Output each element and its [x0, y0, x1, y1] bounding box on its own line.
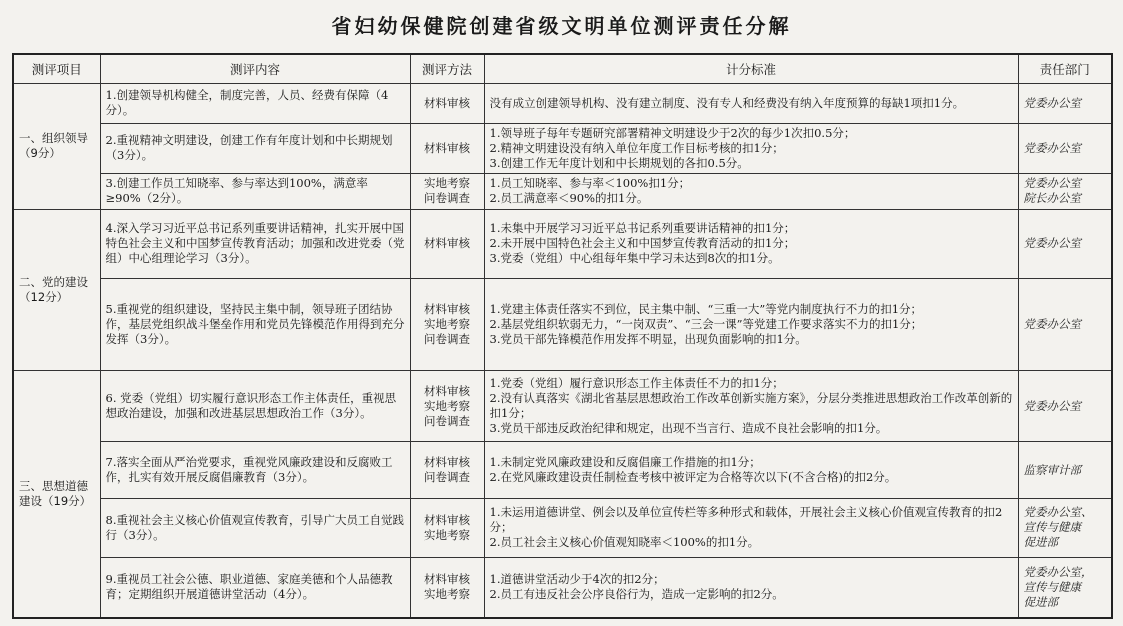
standard-cell: 1.党建主体责任落实不到位，民主集中制、“三重一大”等党内制度执行不力的扣1分； 2.基层党组织软弱无力，“一岗双责”、“三会一课”等党建工作要求落实不力的扣1分； 3.党员干部先锋模范作用发挥不明显，出现负面影响的扣1分。: [484, 278, 1018, 370]
content-cell: 7.落实全面从严治党要求，重视党风廉政建设和反腐败工作，扎实有效开展反腐倡廉教育（3分）。: [100, 442, 410, 499]
standard-cell: 1.领导班子每年专题研究部署精神文明建设少于2次的每少1次扣0.5分； 2.精神文明建设没有纳入单位年度工作目标考核的扣1分； 3.创建工作无年度计划和中长期规划的各扣0.5分。: [484, 123, 1018, 173]
table-header-row: [13, 54, 1112, 84]
method-cell: 材料审核 实地考察: [410, 557, 484, 618]
dept-cell: 党委办公室: [1018, 209, 1112, 278]
table-row: [13, 84, 1112, 124]
dept-cell: 党委办公室: [1018, 278, 1112, 370]
dept-cell: 党委办公室、 宣传与健康 促进部: [1018, 498, 1112, 557]
content-cell: 6. 党委（党组）切实履行意识形态工作主体责任，重视思想政治建设，加强和改进基层思想政治工作（3分）。: [100, 371, 410, 442]
standard-cell: 1.党委（党组）履行意识形态工作主体责任不力的扣1分； 2.没有认真落实《湖北省基层思想政治工作改革创新实施方案》，分层分类推进思想政治工作改革创新的扣1分； 3.党员干部违反政治纪律和规定，出现不当言行、造成不良社会影响的扣1分。: [484, 371, 1018, 442]
content-cell: 4.深入学习习近平总书记系列重要讲话精神，扎实开展中国特色社会主义和中国梦宣传教育活动；加强和改进党委（党组）中心组理论学习（3分）。: [100, 209, 410, 278]
standard-cell: 1.未运用道德讲堂、例会以及单位宣传栏等多种形式和载体，开展社会主义核心价值观宣传教育的扣2分； 2.员工社会主义核心价值观知晓率＜100%的扣1分。: [484, 498, 1018, 557]
table-row: [13, 498, 1112, 557]
content-cell: 1.创建领导机构健全，制度完善，人员、经费有保障（4分）。: [100, 84, 410, 124]
responsibility-table: [12, 53, 1113, 619]
content-cell: 2.重视精神文明建设，创建工作有年度计划和中长期规划（3分）。: [100, 123, 410, 173]
standard-cell: 1.道德讲堂活动少于4次的扣2分； 2.员工有违反社会公序良俗行为，造成一定影响的扣2分。: [484, 557, 1018, 618]
method-cell: 材料审核 实地考察: [410, 498, 484, 557]
dept-cell: 党委办公室 院长办公室: [1018, 174, 1112, 210]
method-cell: 材料审核 问卷调查: [410, 442, 484, 499]
header-content: 测评内容: [100, 54, 410, 84]
method-cell: 材料审核: [410, 123, 484, 173]
content-cell: 3.创建工作员工知晓率、参与率达到100%，满意率≥90%（2分）。: [100, 174, 410, 210]
standard-cell: 1.员工知晓率、参与率＜100%扣1分； 2.员工满意率＜90%的扣1分。: [484, 174, 1018, 210]
item-cell: 三、思想道德建设（19分）: [13, 371, 100, 618]
table-row: [13, 209, 1112, 278]
content-cell: 9.重视员工社会公德、职业道德、家庭美德和个人品德教育；定期组织开展道德讲堂活动（4分）。: [100, 557, 410, 618]
table-row: [13, 371, 1112, 442]
item-cell: 二、党的建设（12分）: [13, 209, 100, 370]
item-cell: 一、组织领导（9分）: [13, 84, 100, 210]
dept-cell: 监察审计部: [1018, 442, 1112, 499]
table-row: [13, 442, 1112, 499]
dept-cell: 党委办公室， 宣传与健康 促进部: [1018, 557, 1112, 618]
header-dept: 责任部门: [1018, 54, 1112, 84]
header-standard: 计分标准: [484, 54, 1018, 84]
content-cell: 5.重视党的组织建设，坚持民主集中制，领导班子团结协作，基层党组织战斗堡垒作用和党员先锋模范作用得到充分发挥（3分）。: [100, 278, 410, 370]
table-row: [13, 278, 1112, 370]
standard-cell: 1.未集中开展学习习近平总书记系列重要讲话精神的扣1分； 2.未开展中国特色社会主义和中国梦宣传教育活动的扣1分； 3.党委（党组）中心组每年集中学习未达到8次的扣1分。: [484, 209, 1018, 278]
header-method: 测评方法: [410, 54, 484, 84]
dept-cell: 党委办公室: [1018, 371, 1112, 442]
document-title: 省妇幼保健院创建省级文明单位测评责任分解: [331, 14, 792, 38]
header-item: 测评项目: [13, 54, 100, 84]
dept-cell: 党委办公室: [1018, 84, 1112, 124]
table-row: [13, 174, 1112, 210]
method-cell: 材料审核: [410, 209, 484, 278]
method-cell: 材料审核: [410, 84, 484, 124]
method-cell: 材料审核 实地考察 问卷调查: [410, 371, 484, 442]
dept-cell: 党委办公室: [1018, 123, 1112, 173]
method-cell: 实地考察 问卷调查: [410, 174, 484, 210]
table-row: [13, 557, 1112, 618]
method-cell: 材料审核 实地考察 问卷调查: [410, 278, 484, 370]
standard-cell: 没有成立创建领导机构、没有建立制度、没有专人和经费没有纳入年度预算的每缺1项扣1分。: [484, 84, 1018, 124]
table-row: [13, 123, 1112, 173]
content-cell: 8.重视社会主义核心价值观宣传教育，引导广大员工自觉践行（3分）。: [100, 498, 410, 557]
standard-cell: 1.未制定党风廉政建设和反腐倡廉工作措施的扣1分； 2.在党风廉政建设责任制检查考核中被评定为合格等次以下(不含合格)的扣2分。: [484, 442, 1018, 499]
